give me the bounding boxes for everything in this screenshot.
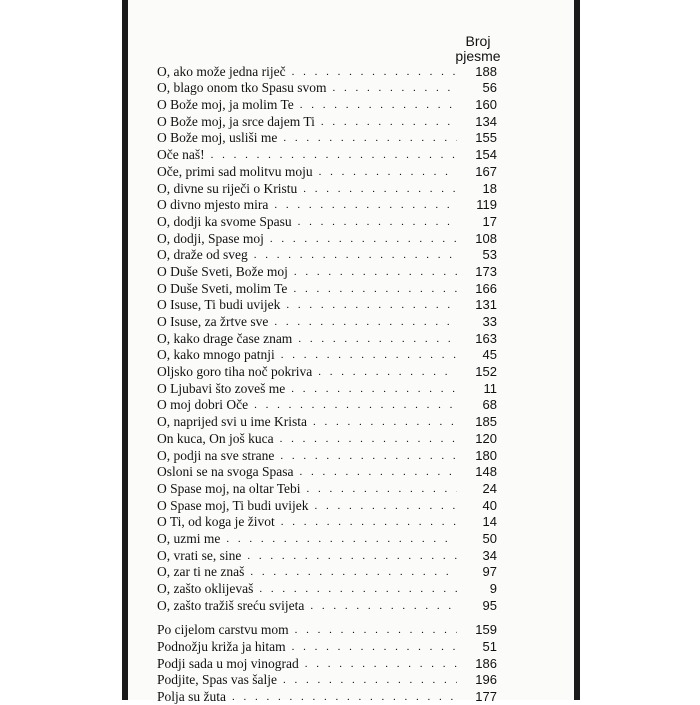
song-title: Oče naš! — [157, 147, 205, 163]
dot-leader — [211, 147, 457, 163]
list-item — [157, 672, 497, 689]
list-item — [157, 80, 497, 97]
song-title: O, kako mnogo patnji — [157, 347, 275, 363]
song-title: O Spase moj, na oltar Tebi — [157, 480, 301, 496]
list-item — [157, 113, 497, 130]
dot-leader — [281, 514, 457, 530]
dot-leader — [232, 689, 457, 705]
song-number: 68 — [482, 397, 497, 413]
dot-leader — [303, 181, 457, 197]
song-title: Podji sada u moj vinograd — [157, 655, 299, 671]
song-number: 160 — [475, 97, 497, 113]
song-title: O, naprijed svi u ime Krista — [157, 414, 307, 430]
song-number: 196 — [475, 672, 497, 688]
dot-leader — [254, 247, 457, 263]
dot-leader — [295, 622, 457, 638]
list-item — [157, 297, 497, 314]
song-number: 51 — [482, 639, 497, 655]
header-line-2: pjesme — [455, 48, 501, 64]
song-title: O Bože moj, ja srce dajem Ti — [157, 113, 315, 129]
song-title: Oljsko goro tiha noč pokriva — [157, 364, 313, 380]
song-title: Polja su žuta — [157, 689, 226, 705]
list-item — [157, 363, 497, 380]
song-number: 155 — [475, 130, 497, 146]
list-item — [157, 280, 497, 297]
list-item — [157, 397, 497, 414]
song-title: On kuca, On još kuca — [157, 430, 274, 446]
list-item — [157, 497, 497, 514]
song-title: O, blago onom tko Spasu svom — [157, 80, 327, 96]
dot-leader — [291, 381, 457, 397]
song-number: 148 — [475, 464, 497, 480]
song-title: O, divne su riječi o Kristu — [157, 180, 298, 196]
dot-leader — [280, 431, 457, 447]
song-title: Oče, primi sad molitvu moju — [157, 163, 313, 179]
song-number: 40 — [482, 497, 497, 513]
dot-leader — [321, 114, 457, 130]
dot-leader — [298, 214, 457, 230]
song-title: O divno mjesto mira — [157, 197, 269, 213]
song-title: O Isuse, za žrtve sve — [157, 314, 269, 329]
song-number: 134 — [475, 113, 497, 129]
song-title: O, kako drage čase znam — [157, 330, 293, 346]
song-number: 131 — [475, 297, 497, 313]
list-item — [157, 347, 497, 364]
song-title: Osloni se na svoga Spasa — [157, 464, 294, 480]
song-number: 17 — [482, 213, 497, 229]
list-item — [157, 313, 497, 330]
song-title: O moj dobri Oče — [157, 397, 249, 413]
song-number: 120 — [475, 430, 497, 446]
dot-leader — [294, 264, 457, 280]
song-number: 34 — [482, 547, 497, 563]
list-item — [157, 163, 497, 180]
dot-leader — [247, 548, 457, 564]
song-number: 180 — [475, 447, 497, 463]
song-number: 163 — [475, 330, 497, 346]
list-item — [157, 580, 497, 597]
song-number: 166 — [475, 280, 497, 296]
list-item — [157, 197, 497, 214]
dot-leader — [259, 581, 457, 597]
dot-leader — [292, 64, 457, 80]
list-item — [157, 247, 497, 264]
song-title: Podnožju križa ja hitam — [157, 639, 286, 655]
dot-leader — [281, 347, 457, 363]
dot-leader — [299, 464, 457, 480]
song-title: O Bože moj, usliši me — [157, 130, 278, 146]
list-item — [157, 464, 497, 481]
song-number: 45 — [482, 347, 497, 363]
song-number: 56 — [482, 80, 497, 96]
header-line-1: Broj — [465, 33, 491, 49]
dot-leader — [293, 281, 457, 297]
dot-leader — [283, 672, 457, 688]
dot-leader — [300, 97, 457, 113]
list-item — [157, 638, 497, 655]
list-item — [157, 430, 497, 447]
song-number: 188 — [475, 63, 497, 79]
list-item — [157, 263, 497, 280]
dot-leader — [283, 130, 457, 146]
song-number: 159 — [475, 622, 497, 638]
song-number: 173 — [475, 263, 497, 279]
song-number: 18 — [482, 180, 497, 196]
list-item — [157, 380, 497, 397]
song-number: 119 — [476, 197, 497, 213]
list-item — [157, 146, 497, 163]
dot-leader — [305, 656, 457, 672]
song-number: 152 — [475, 364, 497, 380]
list-item — [157, 597, 497, 614]
song-title: O Duše Sveti, molim Te — [157, 280, 288, 296]
dot-leader — [286, 297, 457, 313]
song-number: 33 — [482, 314, 497, 329]
song-number: 177 — [475, 689, 497, 705]
song-title: O Duše Sveti, Bože moj — [157, 263, 288, 279]
dot-leader — [315, 498, 457, 514]
song-title: O Bože moj, ja molim Te — [157, 97, 294, 113]
song-number: 53 — [482, 247, 497, 263]
list-item — [157, 688, 497, 705]
list-item — [157, 622, 497, 639]
column-header — [448, 34, 508, 64]
song-title: O, draže od sveg — [157, 247, 248, 263]
song-title: O Spase moj, Ti budi uvijek — [157, 497, 309, 513]
song-number: 167 — [475, 163, 497, 179]
song-title: O, zašto tražiš sreću svijeta — [157, 597, 305, 613]
dot-leader — [333, 80, 457, 96]
list-item — [157, 514, 497, 531]
song-number: 108 — [475, 230, 497, 246]
scan-margin-left — [0, 0, 124, 700]
song-index-list — [157, 63, 497, 705]
song-title: O, dodji, Spase moj — [157, 230, 264, 246]
song-title: O Ti, od koga je život — [157, 514, 275, 530]
list-item — [157, 447, 497, 464]
list-item — [157, 213, 497, 230]
song-title: O Isuse, Ti budi uvijek — [157, 297, 281, 313]
dot-leader — [226, 531, 457, 547]
song-number: 14 — [482, 514, 497, 530]
song-title: O, zar ti ne znaš — [157, 564, 245, 580]
dot-leader — [274, 314, 457, 330]
dot-leader — [298, 331, 457, 347]
list-item — [157, 330, 497, 347]
song-title: Podjite, Spas vas šalje — [157, 672, 277, 688]
list-item — [157, 480, 497, 497]
dot-leader — [270, 231, 457, 247]
song-number: 97 — [482, 564, 497, 580]
list-item — [157, 547, 497, 564]
song-number: 11 — [483, 380, 497, 396]
group-separator — [157, 614, 497, 622]
song-title: O, dodji ka svome Spasu — [157, 213, 292, 229]
song-title: O, podji na sve strane — [157, 447, 275, 463]
page-shadow-right — [574, 0, 580, 700]
song-title: O, vrati se, sine — [157, 547, 242, 563]
dot-leader — [280, 448, 457, 464]
list-item — [157, 180, 497, 197]
list-item — [157, 230, 497, 247]
song-number: 95 — [482, 597, 497, 613]
song-number: 154 — [475, 147, 497, 163]
song-number: 50 — [482, 530, 497, 546]
list-item — [157, 530, 497, 547]
song-title: O, uzmi me — [157, 530, 221, 546]
dot-leader — [319, 164, 457, 180]
dot-leader — [313, 414, 457, 430]
list-item — [157, 564, 497, 581]
dot-leader — [318, 364, 457, 380]
dot-leader — [292, 639, 457, 655]
song-number: 24 — [482, 480, 497, 496]
song-number: 186 — [475, 655, 497, 671]
dot-leader — [274, 197, 457, 213]
song-number: 9 — [489, 581, 497, 596]
list-item — [157, 413, 497, 430]
list-item — [157, 655, 497, 672]
dot-leader — [307, 481, 457, 497]
list-item — [157, 96, 497, 113]
song-title: O, ako može jedna riječ — [157, 63, 286, 79]
song-number: 185 — [475, 414, 497, 430]
song-title: O Ljubavi što zoveš me — [157, 380, 286, 396]
dot-leader — [254, 397, 457, 413]
song-title: O, zašto oklijevaš — [157, 581, 254, 596]
song-title: Po cijelom carstvu mom — [157, 622, 289, 638]
list-item — [157, 130, 497, 147]
list-item — [157, 63, 497, 80]
dot-leader — [310, 598, 457, 614]
dot-leader — [250, 564, 457, 580]
